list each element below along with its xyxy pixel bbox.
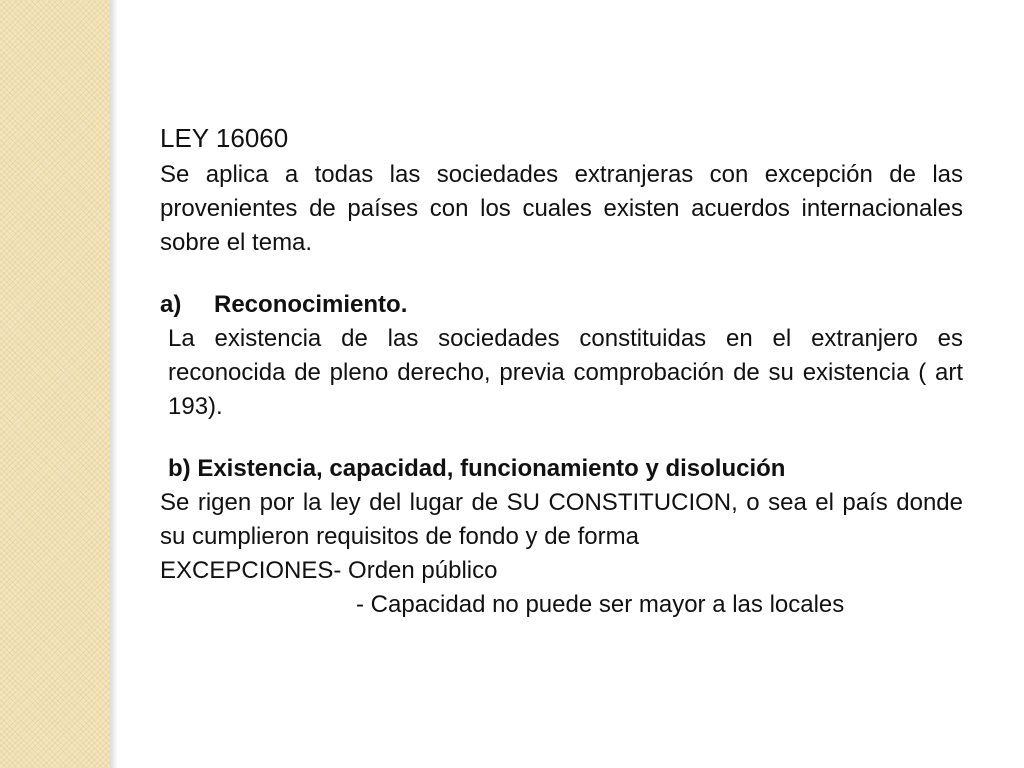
section-a-heading-text: Reconocimiento. <box>214 291 408 318</box>
exceptions-detail: - Capacidad no puede ser mayor a las locales <box>356 591 845 618</box>
slide-content <box>160 118 963 622</box>
section-b-body: Se rigen por la ley del lugar de SU CONSTITUCION, o sea el país donde su cumplieron requisitos de fondo y de forma <box>160 489 963 550</box>
section-a-heading <box>160 288 963 322</box>
section-b-heading: b) Existencia, capacidad, funcionamiento y disolución <box>168 455 786 482</box>
side-band-shadow <box>110 0 118 768</box>
spacer <box>160 424 963 452</box>
decorative-side-band <box>0 0 110 768</box>
intro-paragraph: Se aplica a todas las sociedades extranjeras con excepción de las provenientes de países con los cuales existen acuerdos internacionales sobre el tema. <box>160 161 963 256</box>
section-a-body: La existencia de las sociedades constituidas en el extranjero es reconocida de pleno derecho, previa comprobación de su existencia ( art 193). <box>168 325 963 420</box>
section-a-marker: a) <box>160 291 182 318</box>
slide-title: LEY 16060 <box>160 123 289 153</box>
exceptions-line: EXCEPCIONES- Orden público <box>160 557 498 584</box>
spacer <box>160 260 963 288</box>
